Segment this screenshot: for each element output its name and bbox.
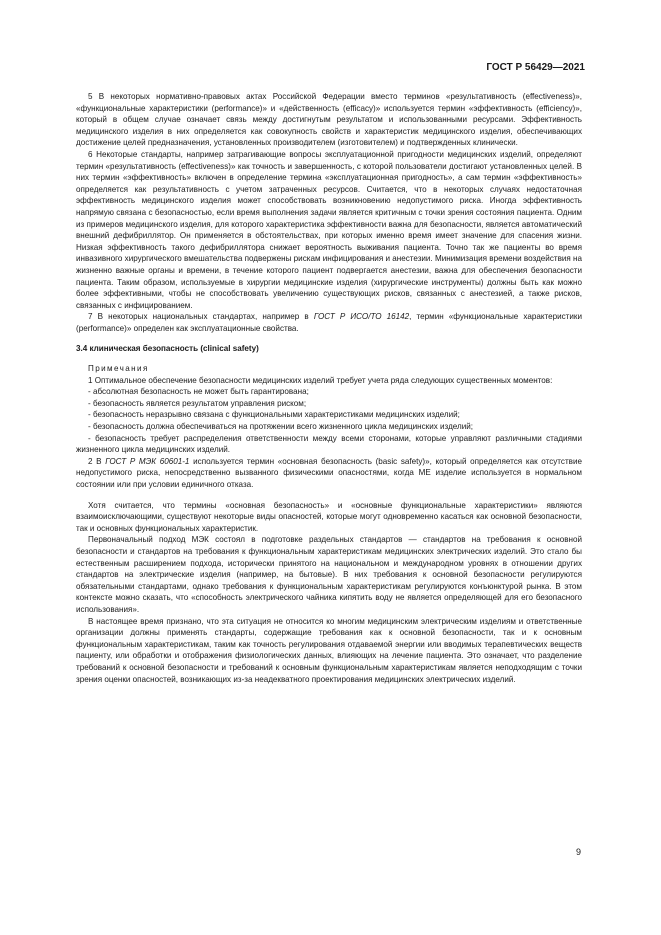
spacer (76, 491, 582, 500)
page-number: 9 (575, 847, 581, 857)
note-2-text-end: используется термин «основная безопасность (basic safety)», который определяется как отсутствие недопустимого риска, непосредственно вызванного физическими опасностями, когда МЕ изделие используется в нормальном состоянии или при условии единичного отказа. (76, 456, 583, 489)
paragraph-note-6: 6 Некоторые стандарты, например затрагивающие вопросы эксплуатационной пригодности медицинских изделий, определяют термин «результативность (effectiveness)» как точность и завершенность, с которой пользователи достигают установленных целей. В них термин «эффективность» включен в определение термина «эксплуатационная пригодность», а сам термин «эффективность» определяется как результативность с учетом затраченных ресурсов. Считается, что в некоторых случаях недостаточная эффективность медицинского изделия может способствовать возникновению недопустимого риска. Иногда эффективность напрямую связана с безопасностью, если время выполнения задачи является критичным с точки зрения состояния пациента. Одним из примеров медицинского изделия, для которого характеристика эффективности важна для безопасности, является автоматический внешний дефибриллятор. Он применяется в обстоятельствах, при которых именно время имеет значение для спасения жизни. Низкая эффективность такого дефибриллятора снижает вероятность выживания пациента. Точно так же пациенты во время инвазивного хирургического вмешательства подвержены рискам инфицирования и анестезии. Минимизация времени воздействия на жизненно важные органы и времени, в течение которого пациент подвергается анестезии, важна для обеспечения безопасности пациента. Таким образом, используемые в хирургии медицинские изделия (хирургические инструменты) должны быть как можно более эффективными, чтобы не способствовать увеличению существующих рисков, связанных с анестезией, а также рисков, связанных с инфицированием. (76, 149, 582, 310)
standard-reference-link: ГОСТ Р ИСО/ТО 16142 (313, 312, 410, 322)
note-7-text-start: 7 В некоторых национальных стандартах, например в (88, 312, 314, 322)
body-paragraph-3: В настоящее время признано, что эта ситуация не относится ко многим медицинским электрическим изделиям и ответственные организации должны применять стандарты, содержащие требования как к основной безопасности, так и к основным функциональным характеристикам, таким как точность регулирования отдаваемой энергии или вводимых терапевтических веществ пациенту, или обработки и отображения физиологических данных, влияющих на лечение пациента. Это означает, что разделение требований к основной безопасности и требований к основным функциональным характеристикам является неподходящим с точки зрения оценки опасностей, возникающих из-за неадекватного проектирования медицинских электрических изделий. (76, 616, 582, 684)
list-item: - безопасность является результатом управления риском; (88, 398, 307, 408)
body-paragraph-2: Первоначальный подход МЭК состоял в подготовке раздельных стандартов — стандартов на требования к основной безопасности и стандартов на требования к функциональным характеристикам медицинских электрических изделий. Это стало бы естественным расширением подхода, исторически принятого на национальном и международном уровнях в отношении других стандартов на электрические изделия (например, на бытовые). В них требования к основной безопасности регулируются обязательными стандартами, однако требования к функциональным характеристикам регулируются конъюнктурой рынка. В этом контексте можно сказать, что «способность электрического чайника кипятить воду не является определяющей для его безопасного использования». (76, 535, 582, 614)
section-title: 3.4 клиническая безопасность (clinical safety) (76, 344, 259, 354)
note-2 (76, 456, 582, 491)
note-1-intro: 1 Оптимальное обеспечение безопасности медицинских изделий требует учета ряда следующих существенных моментов: (88, 375, 553, 385)
list-item: - абсолютная безопасность не может быть гарантирована; (88, 387, 309, 397)
paragraph-note-7 (76, 311, 582, 334)
body-paragraph-1: Хотя считается, что термины «основная безопасность» и «основные функциональные характеристики» являются взаимоисключающими, существуют некоторые виды опасностей, которые могут одновременно касаться как основной безопасности, так и основных функциональных характеристик. (76, 500, 582, 533)
list-item: - безопасность должна обеспечиваться на протяжении всего жизненного цикла медицинских изделий; (88, 422, 474, 432)
page-content (76, 91, 582, 685)
list-item: - безопасность неразрывно связана с функциональными характеристиками медицинских изделий; (88, 410, 460, 420)
note-2-text-start: 2 В (88, 456, 106, 466)
document-code: ГОСТ Р 56429—2021 (486, 62, 585, 73)
standard-reference: ГОСТ Р МЭК 60601-1 (105, 456, 190, 466)
notes-label: Примечания (88, 364, 149, 374)
list-item: - безопасность требует распределения ответственности между всеми сторонами, которые управляют различными стадиями жизненного цикла медицинских изделий. (76, 433, 582, 455)
paragraph-note-5: 5 В некоторых нормативно-правовых актах Российской Федерации вместо терминов «результативность (effectiveness)», «функциональные характеристики (performance)» и «действенность (efficacy)» используется термин «эффективность (efficiency)», который в общем случае означает связь между достигнутым результатом и использованными ресурсами. Эффективность медицинского изделия в них определяется как совокупность свойств и характеристик медицинского изделия, обеспечивающих достижение целей предназначения, установленных производителем (изготовителем) и подтвержденных клинически. (76, 92, 582, 148)
note-7-text-end: , термин «функциональные характеристики (performance)» определен как эксплуатационные свойства. (76, 312, 582, 333)
